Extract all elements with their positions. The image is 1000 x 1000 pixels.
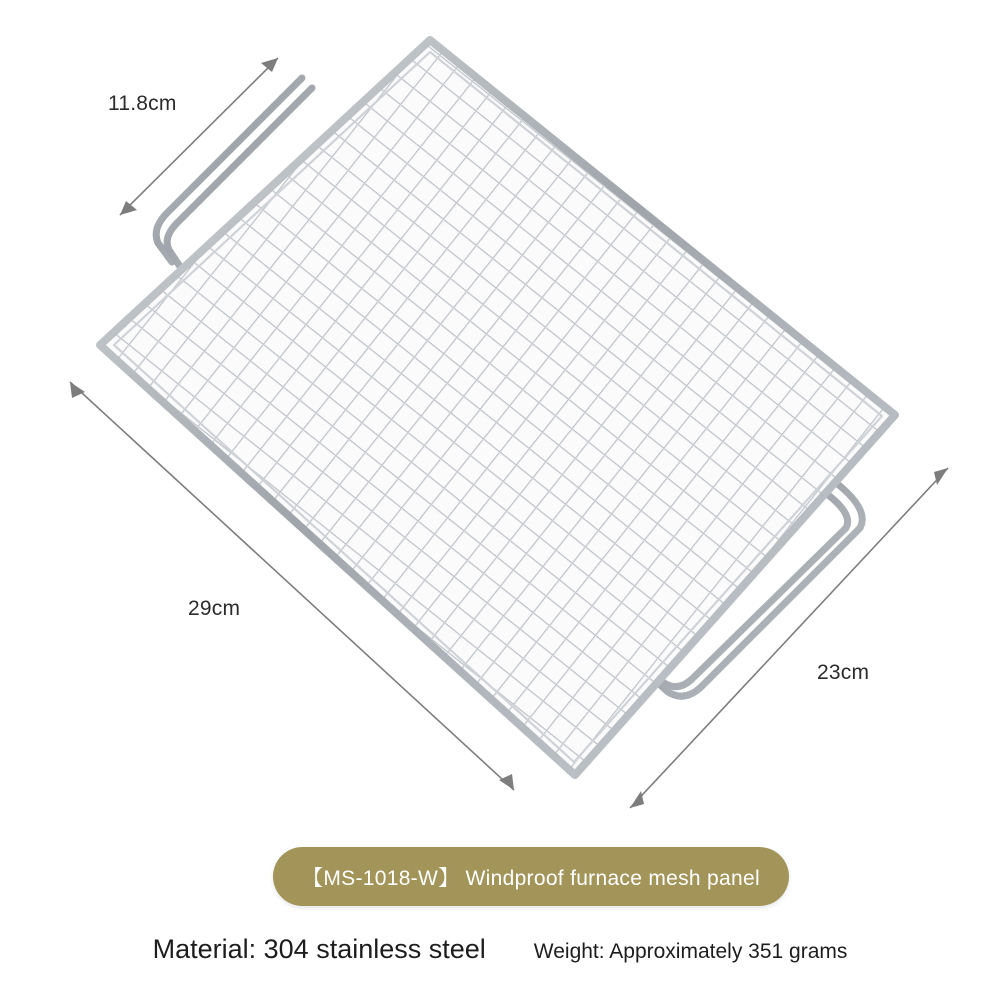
product-name-text: 【MS-1018-W】 Windproof furnace mesh panel bbox=[302, 866, 760, 890]
product-name-badge bbox=[273, 847, 789, 906]
material-text: Material: 304 stainless steel bbox=[152, 934, 486, 964]
dimension-label-depth: 23cm bbox=[817, 661, 870, 684]
footer-specs bbox=[0, 934, 1000, 965]
dimension-label-length: 29cm bbox=[188, 597, 241, 620]
weight-text: Weight: Approximately 351 grams bbox=[533, 940, 848, 963]
dimension-label-width: 11.8cm bbox=[108, 92, 177, 115]
dimension-line-width bbox=[120, 58, 278, 215]
